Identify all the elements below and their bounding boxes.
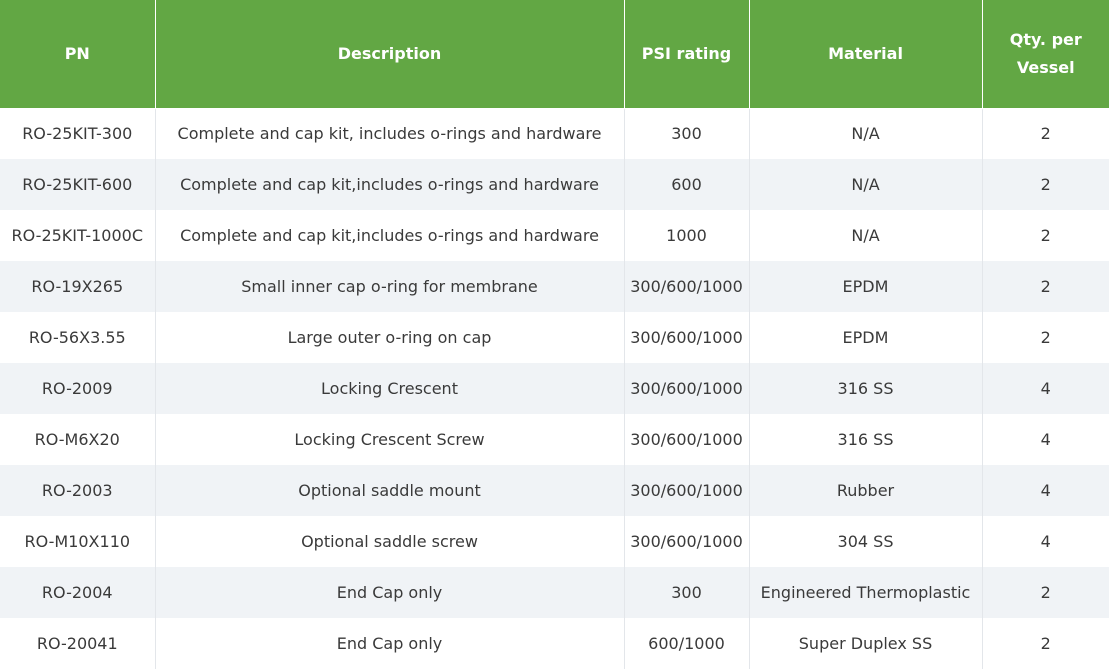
table-row — [0, 108, 1109, 159]
pn-cell: RO-2009 — [0, 363, 155, 414]
pn-cell: RO-2003 — [0, 465, 155, 516]
pn-cell: RO-M10X110 — [0, 516, 155, 567]
psi-rating-cell: 300 — [624, 567, 749, 618]
table-row — [0, 159, 1109, 210]
psi-rating-cell: 300/600/1000 — [624, 312, 749, 363]
column-header-pn: PN — [0, 0, 155, 108]
material-cell: 316 SS — [749, 363, 982, 414]
description-cell: Complete and cap kit, includes o-rings and hardware — [155, 108, 624, 159]
psi-rating-cell: 300/600/1000 — [624, 516, 749, 567]
material-cell: Rubber — [749, 465, 982, 516]
pn-cell: RO-19X265 — [0, 261, 155, 312]
qty-cell: 2 — [982, 312, 1109, 363]
description-cell: Small inner cap o-ring for membrane — [155, 261, 624, 312]
description-cell: End Cap only — [155, 567, 624, 618]
column-header-psi-rating: PSI rating — [624, 0, 749, 108]
material-cell: N/A — [749, 210, 982, 261]
psi-rating-cell: 300/600/1000 — [624, 261, 749, 312]
description-cell: Large outer o-ring on cap — [155, 312, 624, 363]
description-cell: Locking Crescent Screw — [155, 414, 624, 465]
qty-cell: 2 — [982, 108, 1109, 159]
table-row — [0, 618, 1109, 669]
column-header-description: Description — [155, 0, 624, 108]
table-row — [0, 312, 1109, 363]
description-cell: End Cap only — [155, 618, 624, 669]
material-cell: Engineered Thermoplastic — [749, 567, 982, 618]
qty-cell: 2 — [982, 210, 1109, 261]
description-cell: Optional saddle mount — [155, 465, 624, 516]
pn-cell: RO-25KIT-1000C — [0, 210, 155, 261]
qty-cell: 2 — [982, 261, 1109, 312]
header-row — [0, 0, 1109, 108]
table-row — [0, 210, 1109, 261]
psi-rating-cell: 600/1000 — [624, 618, 749, 669]
qty-cell: 4 — [982, 465, 1109, 516]
description-cell: Optional saddle screw — [155, 516, 624, 567]
material-cell: 316 SS — [749, 414, 982, 465]
pn-cell: RO-56X3.55 — [0, 312, 155, 363]
description-cell: Complete and cap kit,includes o-rings and hardware — [155, 210, 624, 261]
table-row — [0, 414, 1109, 465]
psi-rating-cell: 300 — [624, 108, 749, 159]
material-cell: Super Duplex SS — [749, 618, 982, 669]
psi-rating-cell: 300/600/1000 — [624, 414, 749, 465]
qty-cell: 2 — [982, 567, 1109, 618]
pn-cell: RO-2004 — [0, 567, 155, 618]
material-cell: EPDM — [749, 312, 982, 363]
qty-cell: 2 — [982, 618, 1109, 669]
table-row — [0, 567, 1109, 618]
pn-cell: RO-25KIT-600 — [0, 159, 155, 210]
qty-cell: 2 — [982, 159, 1109, 210]
material-cell: N/A — [749, 159, 982, 210]
description-cell: Locking Crescent — [155, 363, 624, 414]
qty-cell: 4 — [982, 516, 1109, 567]
table-row — [0, 261, 1109, 312]
table-row — [0, 465, 1109, 516]
qty-cell: 4 — [982, 363, 1109, 414]
pn-cell: RO-M6X20 — [0, 414, 155, 465]
table-body — [0, 108, 1109, 669]
psi-rating-cell: 1000 — [624, 210, 749, 261]
pn-cell: RO-20041 — [0, 618, 155, 669]
material-cell: EPDM — [749, 261, 982, 312]
table-row — [0, 516, 1109, 567]
pn-cell: RO-25KIT-300 — [0, 108, 155, 159]
psi-rating-cell: 300/600/1000 — [624, 465, 749, 516]
psi-rating-cell: 300/600/1000 — [624, 363, 749, 414]
column-header-material: Material — [749, 0, 982, 108]
description-cell: Complete and cap kit,includes o-rings and hardware — [155, 159, 624, 210]
qty-cell: 4 — [982, 414, 1109, 465]
column-header-qty-per-vessel: Qty. per Vessel — [982, 0, 1109, 108]
material-cell: 304 SS — [749, 516, 982, 567]
psi-rating-cell: 600 — [624, 159, 749, 210]
material-cell: N/A — [749, 108, 982, 159]
table-header — [0, 0, 1109, 108]
table-row — [0, 363, 1109, 414]
